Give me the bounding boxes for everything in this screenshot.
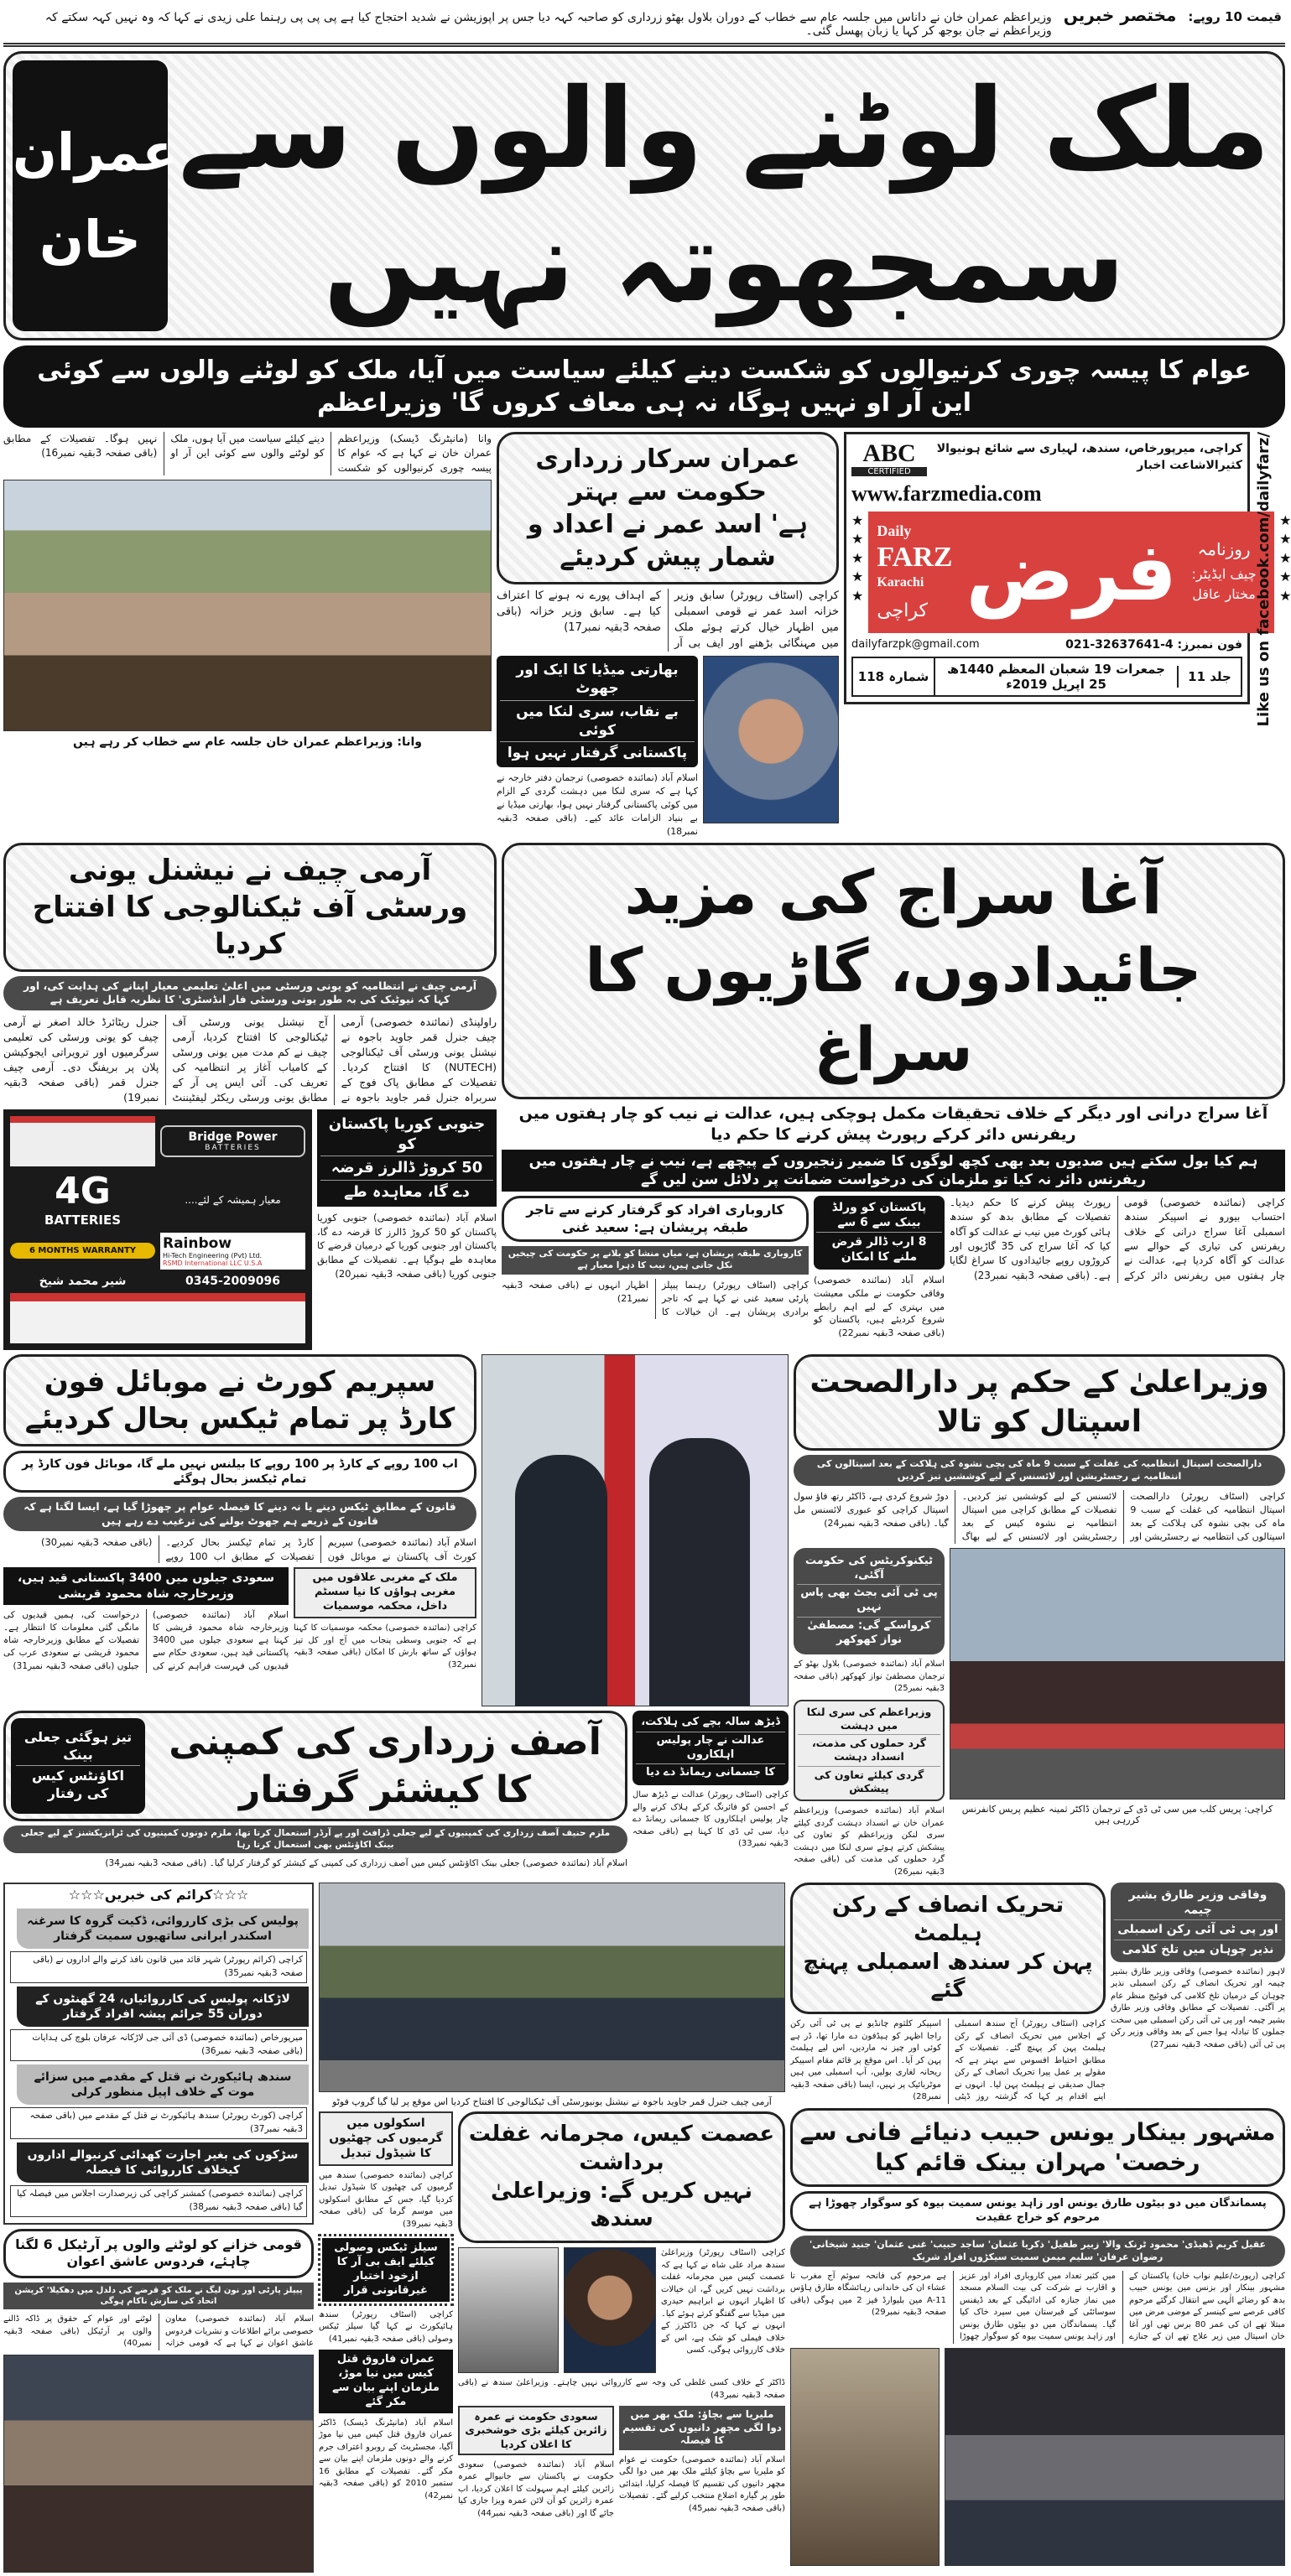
isma-side-body: کراچی (اسٹاف رپورٹر) وزیراعلیٰ سندھ مراد علی شاہ نے کہا ہے کہ عصمت کیس میں مجرمانہ غفلت برداشت نہیں کریں گے، ان خیالات کا اظہار انہوں نے ابراہیم حیدری میں میڈیا سے گفتگو کرتے ہوئے کیا۔ انہوں نے کہا کہ جن ڈاکٹرز کے خلاف فیملی کو شک ہے، اس کے خلاف کارروائی ہوگی، کسی bbox=[661, 2248, 785, 2355]
battery-ad[interactable] bbox=[3, 1109, 312, 1349]
remand-line-2: عدالت نے چار پولیس اہلکاروں bbox=[636, 1732, 785, 1764]
crime-news-panel bbox=[3, 1883, 314, 2225]
side-label-2: خان bbox=[39, 209, 141, 270]
saeed-headline: کاروباری افراد کو گرفتار کرنے سے تاجر طبقہ پریشان ہے: سعید غنی bbox=[502, 1196, 809, 1243]
india-media-box bbox=[497, 656, 698, 766]
agha-band: ہم کیا بول سکتے ہیں صدیوں بعد بھی کچھ لوگوں کا ضمیر زنجیروں کے پیچھے ہے، نیب نے چار ہفتوں میں ریفرنس دائر نہ کیا تو ملزمان کی درخواست ضمانت پر دلائل سن لیں گے bbox=[502, 1150, 1285, 1192]
crime-list bbox=[5, 1909, 312, 2217]
worldbank-line-1: پاکستان کو ورلڈ بینک سے 6 سے bbox=[831, 1200, 927, 1230]
abc-logo: ABC bbox=[862, 439, 916, 467]
pti-headline bbox=[790, 1883, 1106, 2014]
saeed-band: کاروباری طبقہ پریشان ہے، میاں منشا کو بلانے پر حکومت کی چیخیں نکل جاتی ہیں، نیب کا دہرا معیار ہے bbox=[502, 1246, 809, 1274]
india-line-3: پاکستانی گرفتار نہیں ہوا bbox=[500, 741, 695, 764]
army-group-photo bbox=[319, 1883, 785, 2092]
remand-body: کراچی (اسٹاف رپورٹر) عدالت نے ڈیڑھ سال کے احسن کو فائرنگ کرکے ہلاک کرنے والے چار پولیس اہلکاروں کا جسمانی ریمانڈ دے دیا، سی ٹی ڈی کا کہنا ہے (باقی صفحہ 3بقیہ نمبر33) bbox=[632, 1790, 789, 1849]
remand-box bbox=[632, 1711, 789, 1786]
partner: RSMD International LLC U.S.A bbox=[163, 1259, 263, 1267]
supreme-subhead: اب 100 روپے کے کارڈ پر 100 روپے کا بیلنس نہیں ملے گا، موبائل فون کارڈ پر تمام ٹیکسز بحال ہوگئے bbox=[3, 1451, 476, 1493]
techno-line-2: پی ٹی آئی بجٹ بھی پاس نہیں bbox=[797, 1584, 941, 1617]
agha-subhead: آغا سراج درانی اور دیگر کے خلاف تحقیقات مکمل ہوچکی ہیں، عدالت نے نیب کو چار ہفتوں میں ریفرنس دائر کرکے رپورٹ پیش کرنے کا حکم دیا bbox=[518, 1104, 1268, 1144]
srilanka-line-2: گرد حملوں کی مذمت، انسداد دہشت bbox=[798, 1734, 940, 1766]
cheema-line-2: اور پی ٹی آئی رکن اسمبلی bbox=[1114, 1919, 1282, 1939]
army-headline: آرمی چیف نے نیشنل یونی ورسٹی آف ٹیکنالوجی کا افتتاح کردیا bbox=[3, 843, 497, 973]
battery-image bbox=[10, 1293, 305, 1343]
ticker-label: مختصر خبریں bbox=[1063, 5, 1177, 25]
saudi-jails-headline: سعودی جیلوں میں 3400 پاکستانی قید ہیں، وزیرخارجہ شاہ محمود قریشی bbox=[3, 1567, 289, 1604]
contact-name: شیر محمد شیخ bbox=[39, 1274, 127, 1288]
army-body: راولپنڈی (نمائندہ خصوصی) آرمی چیف جنرل قمر جاوید باجوہ نے نیشنل یونی ورسٹی آف ٹیکنالوجی (NUTECH) کا افتتاح کردیا۔ تفصیلات کے مطابق پاک فوج کے سربراہ جنرل قمر جاوید باجوہ نے آج نیشنل یونی ورسٹی آف ٹیکنالوجی کا افتتاح کردیا، آرمی چیف نے کم مدت میں یونی ورسٹی کے کامیاب آغاز پر انتظامیہ کی تعریف کی۔ آئی ایس پی آر کے مطابق یونی ورسٹی ریکٹر لیفٹیننٹ جنرل ریٹائرڈ خالد اصغر نے آرمی چیف کو یونی ورسٹی کی تعلیمی سرگرمیوں اور ترویراتی ایجوکیشن پلان پر بریفنگ دی۔ آرمی چیف جنرل قمر (باقی صفحہ 3بقیہ نمبر19) bbox=[3, 1015, 497, 1104]
lead-subhead: عوام کا پیسہ چوری کرنیوالوں کو شکست دینے کیلئے سیاست میں آیا، ملک کو لوٹنے والوں سے کوئی این آر او نہیں ہوگا، نہ ہی معاف کروں گا' وزیراعظم bbox=[3, 345, 1285, 428]
saeed-body: کراچی (اسٹاف رپورٹر) رہنما پیپلز پارٹی سعید غنی نے کہا ہے کہ تاجر برادری پریشان ہے۔ ان خیالات کا اظہار انہوں نے (باقی صفحہ 3بقیہ نمبر21) bbox=[502, 1279, 809, 1317]
worldbank-box bbox=[814, 1196, 945, 1270]
ctd-photo-caption: کراچی: پریس کلب میں سی ٹی ڈی کے ترجمان ڈاکٹر ثمینہ عظیم پریس کانفرنس کررہی ہیں bbox=[961, 1803, 1273, 1826]
lead-side-label bbox=[13, 60, 178, 331]
lead-headline-box bbox=[3, 51, 1285, 340]
battery-image bbox=[10, 1116, 155, 1166]
warranty-badge: 6 MONTHS WARRANTY bbox=[10, 1243, 155, 1259]
lead-headline: ملک لوٹنے والوں سے سمجھوتہ نہیں bbox=[178, 65, 1271, 327]
chief-editor-label: چیف ایڈیٹر: bbox=[1191, 566, 1257, 583]
banker-body: کراچی (رپورٹ/علیم نواب خان) پاکستان کے مشہور بینکار اور بزنس مین یونس حبیب بدھ کو رضائے الٰہی سے انتقال کرگئے مرحوم کافی عرصے سے کینسر کے موضی مرض میں مبتلا تھے ان کی عمر 80 برس تھی اور آغا خان اسپتال میں زیر علاج تھے ان کے جنازے میں کثیر تعداد میں کاروباری افراد اور عزیز و اقارب نے شرکت کی بیت السلام مسجد میں نماز جنازہ کی ادائیگی کے بعد ڈیفنس سوسائٹی کے قبرستان میں سپرد خاک کیا گیا۔ پسماندگان میں دو بیٹوں طارق یونس اور زاہد یونس سمیت بیوہ کو سوگوار چھوڑا ہے مرحوم کی فاتحہ سوئم آج مغرب تا عشاء ان کی خاندانی رہائشگاہ طارق ہاؤس A-11 مین بلیوارڈ فیز 2 میں ہوگی (باقی صفحہ 3بقیہ نمبر29) bbox=[790, 2271, 1285, 2342]
date: جمعرات 19 شعبان المعظم 1440ھ 25 اپریل 2019ء bbox=[934, 658, 1177, 695]
top-bar bbox=[3, 0, 1285, 47]
korea-body: اسلام آباد (نمائندہ خصوصی) جنوبی کوریا پاکستان کو 50 کروڑ ڈالرز کا قرضہ دے گا، پاکستان اور جنوبی کوریا کے درمیان قرضے کا معاہدہ طے ہوگیا ہے۔ تفصیلات کے مطابق جنوبی کوریا (باقی صفحہ 3بقیہ نمبر20) bbox=[317, 1211, 497, 1280]
lead-body: وانا (مانیٹرنگ ڈیسک) وزیراعظم عمران خان نے کہا ہے کہ عوام کا پیسہ چوری کرنیوالوں کو شکست دینے کیلئے سیاست میں آیا ہوں، ملک کو لوٹنے والوں سے کوئی این آر او نہیں ہوگا۔ تفصیلات کے مطابق (باقی صفحہ 3بقیہ نمبر16) bbox=[3, 433, 492, 474]
army-photo-caption: آرمی چیف جنرل قمر جاوید باجوہ نے نیشنل یونیورسٹی آف ٹیکنالوجی کا افتتاح کردیا اس موقع پر لیا گیا گروپ فوٹو bbox=[332, 2096, 772, 2108]
worldbank-line-2: 8 ارب ڈالر قرض ملنے کا امکان bbox=[816, 1232, 942, 1266]
weather-headline: ملک کے مغربی علاقوں میں مغربی ہواؤں کا نیا سسٹم داخل، محکمہ موسمیات bbox=[294, 1567, 476, 1618]
agha-headline: آغا سراج کی مزید جائیدادوں، گاڑیوں کا سراغ bbox=[502, 843, 1285, 1100]
crime-item-headline: سڑکوں کی بغیر اجازت کھدائی کرنیوالے اداروں کیخلاف کارروائی کا فیصلہ bbox=[17, 2142, 309, 2183]
zardari-side-box bbox=[11, 1718, 145, 1814]
firdous-headline: قومی خزانے کو لوٹنے والوں پر آرٹیکل 6 لگنا چاہئے، فردوس عاشق اعوان bbox=[3, 2229, 314, 2279]
roznama: روزنامہ bbox=[1197, 539, 1251, 560]
agha-body: کراچی (نمائندہ خصوصی) قومی احتساب بیورو نے اسپیکر سندھ اسمبلی آغا سراج درانی کے خلاف ریفرنس کی تیاری کے حوالے سے عدالت کو آگاہ کردیا ہے، عدالت نے چار ہفتوں میں ریفرنس دائر کرکے رپورٹ پیش کرنے کا حکم دیدیا۔ تفصیلات کے مطابق بدھ کو سندھ ہائی کورٹ میں نیب نے عدالت کو آگاہ کیا کہ آغا سراج کی 35 گاڑیوں اور کروڑوں روپے جائیدادوں کا سراغ لگایا ہے۔ (باقی صفحہ 3بقیہ نمبر23) bbox=[950, 1196, 1285, 1281]
cheema-line-3: نذیر چوہان میں تلخ کلامی bbox=[1114, 1940, 1282, 1959]
asad-headline-1: عمران سرکار زرداری حکومت سے بہتر bbox=[535, 444, 800, 506]
isma-photo bbox=[458, 2247, 559, 2373]
firdous-body: اسلام آباد (نمائندہ خصوصی) معاون خصوصی برائے اطلاعات و نشریات فردوس عاشق اعوان نے کہا ہے کہ قومی خزانہ لوٹنے اور عوام کے حقوق پر ڈاکہ ڈالنے والوں پر آرٹیکل (باقی صفحہ 3بقیہ نمبر40) bbox=[3, 2314, 314, 2349]
saudi-jails-body: اسلام آباد (نمائندہ خصوصی) وزیرخارجہ شاہ محمود قریشی کا کہنا ہے سعودی جیلوں میں 3400 پاکستانی قید ہیں، سعودی حکام سے قیدیوں کی فہرست فراہم کرنے کی درخواست کی، ہمیں قیدیوں کی مانگی گئی معلومات کا انتظار ہے۔ تفصیلات کے مطابق وزیرخارجہ شاہ محمود قریشی نے سعودی عرب کی جیلوں (باقی صفحہ 3بقیہ نمبر31) bbox=[3, 1609, 289, 1671]
india-line-1: بھارتی میڈیا کا ایک اور جھوٹ bbox=[516, 662, 679, 698]
weather-body: کراچی (نمائندہ خصوصی) محکمہ موسمیات کا کہنا ہے کہ جنوبی وسطی پنجاب میں آج اور کل تیز ہواؤں کے ساتھ بارش کا امکان (باقی صفحہ 3بقیہ نمبر32) bbox=[294, 1623, 476, 1670]
volume: جلد 11 bbox=[1177, 666, 1241, 688]
zardari-body: اسلام آباد (نمائندہ خصوصی) جعلی بینک اکاؤنٹس کیس میں آصف زرداری کی کمپنی کے کیشئر کو گرفتار کرلیا گیا۔ (باقی صفحہ 3بقیہ نمبر34) bbox=[105, 1858, 627, 1869]
army-subhead: آرمی چیف نے انتظامیہ کو یونی ورسٹی میں اعلیٰ تعلیمی معیار اپنانے کی ہدایت کی، اور کہا کہ نیوٹیک کی بہ طور یونی ورسٹی فار انڈسٹری' کا نظریہ قابل تعریف ہے bbox=[3, 976, 497, 1010]
isma-body: ڈاکٹر کے خلاف کسی غلطی کی وجہ سے کارروائی نہیں چاہتے۔ وزیراعلیٰ سندھ نے (باقی صفحہ 3بقیہ نمبر43) bbox=[458, 2378, 785, 2400]
korea-line-3: دے گا، معاہدہ طے bbox=[320, 1180, 493, 1203]
pti-headline-1: تحریک انصاف کے رکن ہیلمٹ bbox=[831, 1893, 1065, 1946]
banker-subhead: پسماندگان میں دو بیٹوں طارق یونس اور زاہد یونس سمیت بیوہ کو سوگوار چھوڑا ہے مرحوم کو خراج عقیدت bbox=[790, 2191, 1285, 2231]
isma-headline-2: نہیں کریں گے: وزیراعلیٰ سندھ bbox=[490, 2178, 753, 2232]
crime-item-headline: سندھ ہائیکورٹ نے قتل کے مقدمے میں سزائے موت کے خلاف اپیل منظور کرلی bbox=[17, 2064, 309, 2105]
daily-label: Daily bbox=[877, 522, 912, 540]
korea-line-2: 50 کروڑ ڈالرز قرضہ bbox=[320, 1156, 493, 1179]
cheema-line-1: وفاقی وزیر طارق بشیر چیمہ bbox=[1128, 1888, 1268, 1918]
side-label-1: عمران bbox=[13, 121, 178, 183]
price: قیمت 10 روپے: bbox=[1188, 9, 1282, 24]
salestax-headline: سیلز ٹیکس وصولی کیلئے ایف بی آر کا ازخود اختیار غیرقانونی قرار bbox=[322, 2238, 450, 2302]
ad-slogan: معیار ہمیشہ کے لئے.... bbox=[185, 1193, 281, 1206]
techno-line-3: کرواسکے گی: مصطفیٰ نواز کھوکھر bbox=[797, 1617, 941, 1649]
crime-item-body: میرپورخاص (نمائندہ خصوصی) ڈی آئی جی لاڑکانہ عرفان بلوچ کی ہدایات (باقی صفحہ 3بقیہ نمبر36) bbox=[10, 2029, 307, 2061]
facebook-link[interactable]: Like us on facebook.com/dailyfarz/ bbox=[1255, 432, 1273, 727]
zardari-side-2: اکاؤنٹس کیس کی رفتار bbox=[16, 1765, 140, 1805]
contact-phone: 0345-2009096 bbox=[185, 1274, 280, 1288]
dateline bbox=[851, 657, 1242, 697]
remand-line-1: ڈیڑھ سالہ بچے کی ہلاکت، bbox=[641, 1715, 780, 1728]
zardari-side-1: تیز ہوگئی جعلی بینک bbox=[23, 1728, 133, 1763]
photo-figure bbox=[649, 1438, 750, 1706]
worldbank-body: اسلام آباد (نمائندہ خصوصی) وفاقی حکومت نے ملکی معیشت میں بہتری کے لیے اہم رابطے شروع کردیئے ہیں، پاکستان کو (باقی صفحہ 3بقیہ نمبر22) bbox=[814, 1274, 945, 1339]
crime-item-body: کراچی (کرائم رپورٹر) شہر قائد میں قانون نافذ کرنے والے اداروں نے (باقی صفحہ 3بقیہ نمبر35) bbox=[10, 1951, 307, 1983]
crime-item-body: کراچی (کورٹ رپورٹر) سندھ ہائیکورٹ نے قتل کے مقدمے میں (باقی صفحہ 3بقیہ نمبر37) bbox=[10, 2107, 307, 2139]
crime-item-body: کراچی (نمائندہ خصوصی) کمشنر کراچی کی زیرصدارت اجلاس میں فیصلہ کیا گیا (باقی صفحہ 3بقیہ نمبر38) bbox=[10, 2185, 307, 2217]
farooq-body: اسلام آباد (مانیٹرنگ ڈیسک) ڈاکٹر عمران فاروق قتل کیس میں نیا موڑ آگیا، مجسٹریٹ کے روبرو اعتراف جرم کرنے والے دونوں ملزمان اپنے بیان سے مکر گئے۔ تفصیلات کے مطابق 16 ستمبر 2010 کو (باقی صفحہ 3بقیہ نمبر42) bbox=[319, 2418, 453, 2501]
zardari-headline: آصف زرداری کی کمپنی کا کیشئر گرفتار bbox=[169, 1720, 601, 1811]
stars-icon: ★ ★ ★ ★ ★ bbox=[851, 512, 864, 604]
company-sub: Hi-Tech Engineering (Pvt) Ltd. bbox=[163, 1251, 263, 1259]
techno-body: اسلام آباد (نمائندہ خصوصی) بلاول بھٹو کے ترجمان مصطفیٰ نواز کھوکھر (باقی صفحہ 3بقیہ نمبر25) bbox=[794, 1659, 945, 1694]
umrah-headline: سعودی حکومت نے عمرہ زائرین کیلئے بڑی خوشخبری کا اعلان کردیا bbox=[458, 2406, 614, 2455]
crime-title: ☆☆☆کرائم کی خبریں☆☆☆ bbox=[68, 1887, 249, 1903]
malaria-headline: ملیریا سے بچاؤ: ملک بھر میں دوا لگی مچھر دانیوں کی تقسیم کا فیصلہ bbox=[619, 2406, 785, 2450]
pti-body: کراچی (اسٹاف رپورٹر) آج سندھ اسمبلی کے اجلاس میں تحریک انصاف کے رکن ہیلمٹ پہن کر پہنچ گئے۔ تفصیلات کے مطابق احتیاط افسوس سے بہتر ہے کہ مقولے پر عمل پیرا تحریک انصاف کے رکن جمال صدیقی نے ہیلمٹ پہن لیا۔ انہوں نے اپنے اقدام پر کہا کہ گزشتہ روز ڈپٹی اسپیکر کلثوم چانڈیو نے پی ٹی آئی رکن راجا اظہر کو ہیڈفون دے مارا تھا، ڈر ہے کوئی اور چیز نہ ماردیں، اس لیے ہیلمٹ پہن کر آیا۔ اس موقع پر قائم مقام اسپیکر ریحانہ لغاری بولیں، آپ اسمبلی میں ہیں موٹربائیک پر نہیں، ایسا (باقی صفحہ 3بقیہ نمبر28) bbox=[790, 2019, 1106, 2102]
hospital-band: دارالصحت اسپتال انتظامیہ کی غفلت کے سبب 9 ماہ کی بچی نشوہ کی ہلاکت کے بعد اسپتالوں کی انتظامیہ نے رجسٹریشن اور لائسنس کے لیے کوششیں تیز کردیں bbox=[794, 1455, 1285, 1486]
lead-photo-rally bbox=[3, 480, 492, 731]
zardari-box bbox=[3, 1711, 627, 1821]
brand-sub: BATTERIES bbox=[205, 1144, 261, 1153]
product-4g: 4G bbox=[55, 1170, 111, 1213]
cheema-body: لاہور (نمائندہ خصوصی) وفاقی وزیر طارق بشیر چیمہ اور تحریک انصاف کے رکن اسمبلی نذیر چوہان کے درمیان تلخ کلامی کی فوٹیج منظر عام پر آگئی۔ تفصیلات کے مطابق وفاقی وزیر طارق بشیر چیمہ اور پی ٹی آئی رکن اسمبلی میں سخت جملوں کا تبادلہ ہوا جس کے بعد وفاقی وزیر رکن پی ٹی آئی (باقی صفحہ 3بقیہ نمبر27) bbox=[1111, 1966, 1285, 2049]
karachi-en: Karachi bbox=[877, 575, 924, 590]
asad-body: کراچی (اسٹاف رپورٹر) سابق وزیر خزانہ اسد عمر نے قومی اسمبلی میں اظہار خیال کرتے ہوئے ملک میں مہنگائی بڑھنے اور ایف بی آر کے اہداف پورے نہ ہونے کا اعتراف کیا ہے۔ سابق وزیر خزانہ (باقی صفحہ 3بقیہ نمبر17) bbox=[497, 589, 839, 650]
malaria-body: اسلام آباد (نمائندہ خصوصی) حکومت نے عوام کو ملیریا سے بچاؤ کیلئے ملک بھر میں دوا لگی مچھر دانیوں کی تقسیم کا فیصلہ کرلیا، ابتدائی طور پر گیارہ اضلاع منتخب کرلیے گئے۔ تفصیلات (باقی صفحہ 3بقیہ نمبر45) bbox=[619, 2454, 785, 2513]
asad-umar-photo bbox=[703, 656, 839, 823]
zardari-band: ملزم حنیف آصف زرداری کی کمپنیوں کے لیے جعلی ڈرافٹ اور پے آرڈر استعمال کرتا تھا، ملزم دونوں کمپنیوں کی ٹرانزیکشنز کے لیے جعلی بینک اکاؤنٹس بھی استعمال کرتا رہا bbox=[3, 1826, 627, 1853]
funeral-photo bbox=[945, 2348, 1285, 2566]
schools-body: کراچی (نمائندہ خصوصی) سندھ میں گرمیوں کی چھٹیوں کا شیڈول تبدیل کردیا گیا، جس کے مطابق اسکولوں میں موسم گرما کی (باقی صفحہ 3بقیہ نمبر39) bbox=[319, 2170, 453, 2229]
farz-en: FARZ bbox=[877, 542, 953, 574]
farz-urdu: فرض bbox=[966, 525, 1178, 619]
photo-figure bbox=[515, 1455, 607, 1706]
supreme-headline: سپریم کورٹ نے موبائل فون کارڈ پر تمام ٹیکس بحال کردیئے bbox=[3, 1354, 476, 1446]
srilanka-line-1: وزیراعظم کی سری لنکا میں دہشت bbox=[806, 1705, 932, 1732]
karachi-urdu: کراچی bbox=[877, 600, 929, 622]
firdous-photo bbox=[3, 2355, 314, 2573]
website: www.farzmedia.com bbox=[851, 481, 1042, 506]
abc-certified: CERTIFIED bbox=[851, 467, 927, 476]
asad-headline-box bbox=[497, 432, 839, 584]
masthead-tagline: کراچی، میرپورخاص، سندھ، لہیاری سے شائع ہونیوالا کثیرالاشاعت اخبار bbox=[936, 442, 1242, 472]
company-logo bbox=[160, 1233, 305, 1270]
lead-photo-caption: وانا: وزیراعظم عمران خان جلسہ عام سے خطاب کر رہے ہیں bbox=[73, 735, 422, 750]
company-name: Rainbow bbox=[163, 1234, 232, 1252]
banker-photo bbox=[790, 2348, 940, 2566]
murad-ali-shah-photo bbox=[564, 2247, 656, 2373]
chief-editor-name: مختار عاقل bbox=[1192, 586, 1256, 603]
srilanka-body: اسلام آباد (نمائندہ خصوصی) وزیراعظم عمران خان نے انسداد دہشت گردی کیلئے سری لنکن وزیراعظم کو تعاون کی پیشکش کرتے ہوئے سری لنکا میں دہشت گرد حملوں کی مذمت کی (باقی صفحہ 3بقیہ نمبر26) bbox=[794, 1806, 945, 1877]
farooq-headline: عمران فاروق قتل کیس میں نیا موڑ، ملزمان اپنے بیان سے مکر گئے bbox=[319, 2350, 453, 2413]
ctd-press-photo bbox=[950, 1548, 1285, 1800]
crime-item-headline: لاڑکانہ پولیس کی کارروائیاں، 24 گھنٹوں کے دوران 55 جرائم پیشہ افراد گرفتار bbox=[17, 1987, 309, 2027]
korea-box bbox=[317, 1109, 497, 1207]
banker-headline: مشہور بینکار یونس حبیب دنیائے فانی سے رخصت' مہران بینک قائم کیا bbox=[790, 2108, 1285, 2188]
banker-band: عقیل کریم ڈھیڈی' محمود ٹرنک والا' زبیر طفیل' ذکریا عثمان' ساجد حبیب' غنی عثمان' جنید شیخانی' رضوان عرفان' سلیم میمن سمیت سیکڑوں افراد شریک bbox=[790, 2236, 1285, 2267]
brand-logo bbox=[160, 1125, 305, 1157]
techno-line-1: ٹیکنوکریٹس کی حکومت آگئی، bbox=[804, 1554, 934, 1581]
firdous-band: پیپلز پارٹی اور نون لیگ نے ملک کو قرضے کی دلدل میں دھکیلا' کرپشن اتحاد کی سازش ناکام ہوگی bbox=[3, 2283, 314, 2309]
isma-headline-1: عصمت کیس، مجرمانہ غفلت برداشت bbox=[468, 2122, 775, 2175]
phone-number: 021-32637641-4 bbox=[1065, 637, 1174, 652]
farz-logo-red bbox=[868, 512, 1274, 633]
srilanka-box bbox=[794, 1700, 945, 1802]
chief-editor bbox=[1182, 564, 1266, 605]
brand-name: Bridge Power bbox=[188, 1130, 278, 1145]
salestax-body: کراچی (اسٹاف رپورٹر) سندھ ہائیکورٹ نے کہا گیا سیلز ٹیکس وصولی (باقی صفحہ 3بقیہ نمبر41) bbox=[319, 2309, 453, 2344]
techno-box bbox=[794, 1548, 945, 1654]
india-line-2: بے نقاب، سری لنکا میں کوئی bbox=[500, 700, 695, 741]
remand-line-3: کا جسمانی ریمانڈ دے دیا bbox=[636, 1763, 785, 1782]
hospital-body: کراچی (اسٹاف رپورٹر) دارالصحت اسپتال انتظامیہ کی غفلت کے سبب 9 ماہ کی بچی نشوہ کی ہلاکت کے بعد اسپتالوں کی انتظامیہ نے رجسٹریشن اور لائسنس کے لیے کوششیں تیز کردیں۔ تفصیلات کے مطابق کراچی میں اسپتال انتظامیہ نے نشوہ کیس کے بعد رجسٹریشن اور لائسنس کے لیے بھاگ دوڑ شروع کردی ہے، ڈاکٹر رتھ فاؤ سول اسپتال کراچی کو عبوری لائسنس مل گیا۔ (باقی صفحہ 3بقیہ نمبر24) bbox=[794, 1490, 1285, 1542]
asad-headline-2: ہے' اسد عمر نے اعداد و شمار پیش کردیئے bbox=[527, 510, 809, 572]
product-sub: BATTERIES bbox=[44, 1212, 122, 1228]
issue: شمارہ 118 bbox=[857, 668, 929, 684]
crime-item-headline: پولیس کی بڑی کارروائی، ڈکیت گروہ کا سرغنہ اسکندر ایرانی ساتھیوں سمیت گرفتار bbox=[17, 1909, 309, 1949]
cheema-box bbox=[1111, 1883, 1285, 1962]
stars-icon: ★ ★ ★ ★ ★ bbox=[1279, 512, 1291, 604]
schools-headline: اسکولوں میں گرمیوں کی چھٹیوں کا شیڈول تبدیل bbox=[319, 2111, 453, 2166]
umrah-body: اسلام آباد (نمائندہ خصوصی) سعودی حکومت نے پاکستان سے جانیوالے عمرہ زائرین کیلئے اہم سہولت کا اعلان کردیا، اب عمرہ زائرین کو آن لائن عمرہ ویزا جاری کیا جائے گا اور (باقی صفحہ 3بقیہ نمبر44) bbox=[458, 2459, 614, 2518]
phone-label: فون نمبرز: bbox=[1177, 637, 1242, 652]
supreme-band: قانون کے مطابق ٹیکس دینے یا نہ دینے کا فیصلہ عوام پر چھوڑا گیا ہے، ایسا لگتا ہے کہ قانون کے ذریعے ہم جھوٹ بولنے کی ترغیب دے رہے ہیں bbox=[3, 1497, 476, 1531]
pti-headline-2: پہن کر سندھ اسمبلی پہنچ گئے bbox=[803, 1949, 1093, 2003]
email: dailyfarzpk@gmail.com bbox=[851, 638, 980, 652]
korea-line-1: جنوبی کوریا پاکستان کو bbox=[328, 1115, 486, 1153]
srilanka-line-3: گردی کیلئے تعاون کی پیشکش bbox=[798, 1766, 940, 1798]
india-media-body: اسلام آباد (نمائندہ خصوصی) ترجمان دفتر خارجہ نے کہا ہے کہ سری لنکا میں دہشت گردی کے الزام میں کوئی پاکستانی گرفتار نہیں ہوا، بھارتی میڈیا نے بے بنیاد الزامات عائد کیے۔ (باقی صفحہ 3بقیہ نمبر18) bbox=[497, 771, 698, 837]
isma-headline bbox=[458, 2111, 785, 2243]
ticker-text: وزیراعظم عمران خان نے داناس میں جلسہ عام سے خطاب کے دوران بلاول بھٹو زرداری کو صاحبہ کہہ دیا جس پر اپوزیشن نے شدید احتجاج کیا ہے پی پی پی رہنما علی زیدی نے کہا کہ وہ نہیں کہہ سکتے کہ وزیراعظم نے جان بوجھ کر کہا یا زبان پھسل گئی۔ bbox=[44, 11, 1052, 38]
hospital-headline: وزیراعلیٰ کے حکم پر دارالصحت اسپتال کو تالا bbox=[794, 1354, 1285, 1452]
supreme-body: اسلام آباد (نمائندہ خصوصی) سپریم کورٹ آف پاکستان نے موبائل فون کارڈ پر تمام ٹیکسز بحال کردیے۔ تفصیلات کے مطابق اب 100 روپے (باقی صفحہ 3بقیہ نمبر30) bbox=[40, 1535, 476, 1562]
phone bbox=[1065, 638, 1242, 652]
